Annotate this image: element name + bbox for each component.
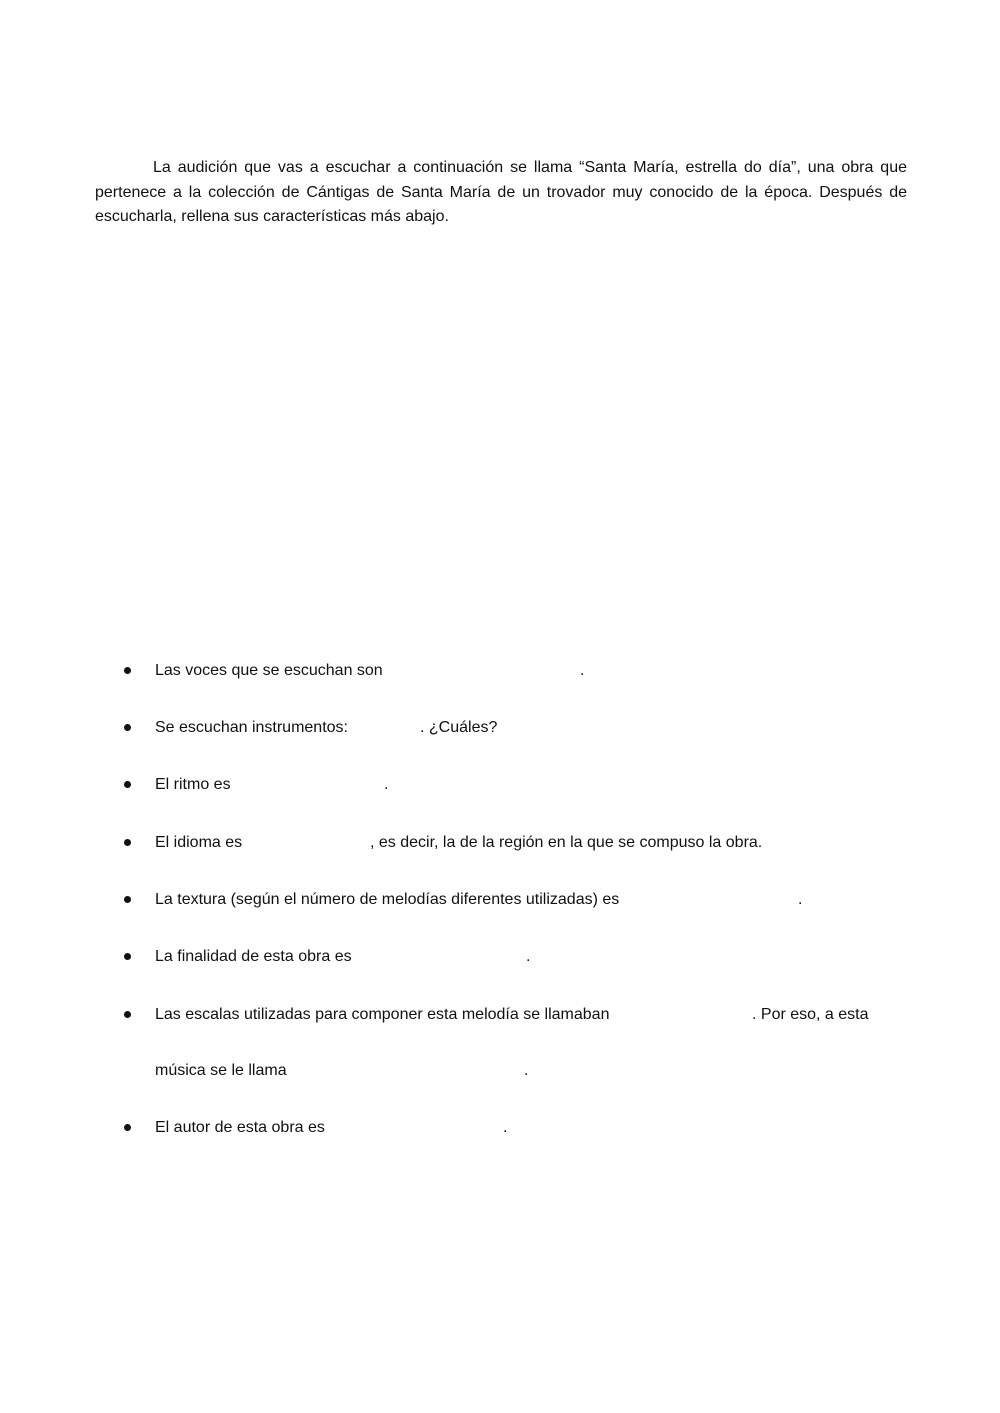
item-text-after: , es decir, la de la región en la que se compuso la obra. bbox=[370, 834, 763, 851]
blank-musica[interactable] bbox=[296, 1061, 522, 1081]
item-text-after: . bbox=[798, 891, 803, 908]
item-text-before: Se escuchan instrumentos: bbox=[155, 719, 348, 736]
blank-finalidad[interactable] bbox=[364, 947, 524, 967]
bullet-icon bbox=[124, 896, 131, 903]
item-text-after: . bbox=[503, 1119, 508, 1136]
bullet-icon bbox=[124, 839, 131, 846]
item-text-after: . bbox=[526, 948, 531, 965]
item-text-after: . bbox=[580, 662, 585, 679]
bullet-icon bbox=[124, 667, 131, 674]
intro-text: La audición que vas a escuchar a continuación se llama “Santa María, estrella do día”, una obra que pertenece a la colección de Cántigas de Santa María de un trovador muy conocido de la época. Después de escucharla, rellena sus características más abajo. bbox=[95, 159, 907, 225]
bullet-icon bbox=[124, 724, 131, 731]
item-text-after: . Por eso, a esta bbox=[752, 1006, 869, 1023]
item-text-before: La finalidad de esta obra es bbox=[155, 948, 352, 965]
blank-textura[interactable] bbox=[650, 890, 796, 910]
item-text-after: . bbox=[384, 776, 389, 793]
item-text-before: Las voces que se escuchan son bbox=[155, 662, 383, 679]
bullet-icon bbox=[124, 1124, 131, 1131]
bullet-icon bbox=[124, 953, 131, 960]
item-text-before: El ritmo es bbox=[155, 776, 231, 793]
item-text-before: El autor de esta obra es bbox=[155, 1119, 325, 1136]
blank-ritmo[interactable] bbox=[240, 775, 382, 795]
blank-escalas[interactable] bbox=[630, 1005, 750, 1025]
blank-instrumentos[interactable] bbox=[360, 718, 418, 738]
bullet-icon bbox=[124, 781, 131, 788]
item-text-after: . ¿Cuáles? bbox=[420, 719, 498, 736]
blank-voces[interactable] bbox=[388, 661, 578, 681]
blank-idioma[interactable] bbox=[250, 833, 368, 853]
intro-paragraph bbox=[95, 156, 907, 230]
item-text-before: Las escalas utilizadas para componer esta melodía se llamaban bbox=[155, 1006, 610, 1023]
item-text-after: . bbox=[524, 1062, 529, 1079]
bullet-icon bbox=[124, 1011, 131, 1018]
item-text-before: El idioma es bbox=[155, 834, 243, 851]
blank-autor[interactable] bbox=[336, 1118, 502, 1138]
item-text-before: música se le llama bbox=[155, 1062, 287, 1079]
item-text-before: La textura (según el número de melodías diferentes utilizadas) es bbox=[155, 891, 620, 908]
